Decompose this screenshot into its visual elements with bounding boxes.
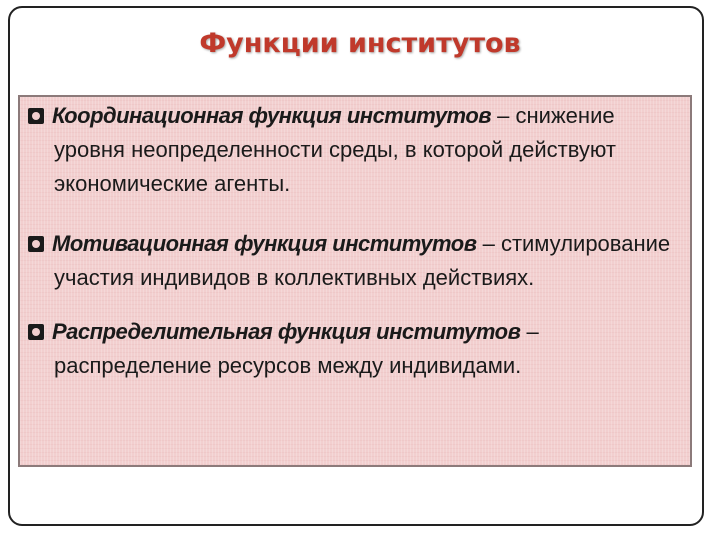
item-continuation: распределение ресурсов между индивидами.: [54, 353, 522, 378]
list-item-motivation: [28, 227, 688, 295]
term-distribution: Распределительная функция институтов: [52, 319, 521, 344]
checkbox-bullet-icon: [28, 324, 44, 340]
checkbox-bullet-icon: [28, 236, 44, 252]
item-text: –: [520, 319, 539, 344]
item-text: – стимулирование: [476, 231, 671, 256]
list-item-distribution: [28, 315, 688, 383]
term-coordination: Координационная функция институтов: [52, 103, 492, 128]
checkbox-bullet-icon: [28, 108, 44, 124]
item-text: – снижение: [491, 103, 615, 128]
item-continuation: участия индивидов в коллективных действиях.: [54, 265, 535, 290]
item-continuation: уровня неопределенности среды, в которой действуют: [54, 137, 616, 162]
content-box: [18, 95, 692, 467]
slide-title: Функции институтов: [199, 28, 521, 59]
item-continuation: экономические агенты.: [54, 171, 291, 196]
list-item-coordination: [28, 99, 688, 201]
term-motivation: Мотивационная функция институтов: [52, 231, 477, 256]
